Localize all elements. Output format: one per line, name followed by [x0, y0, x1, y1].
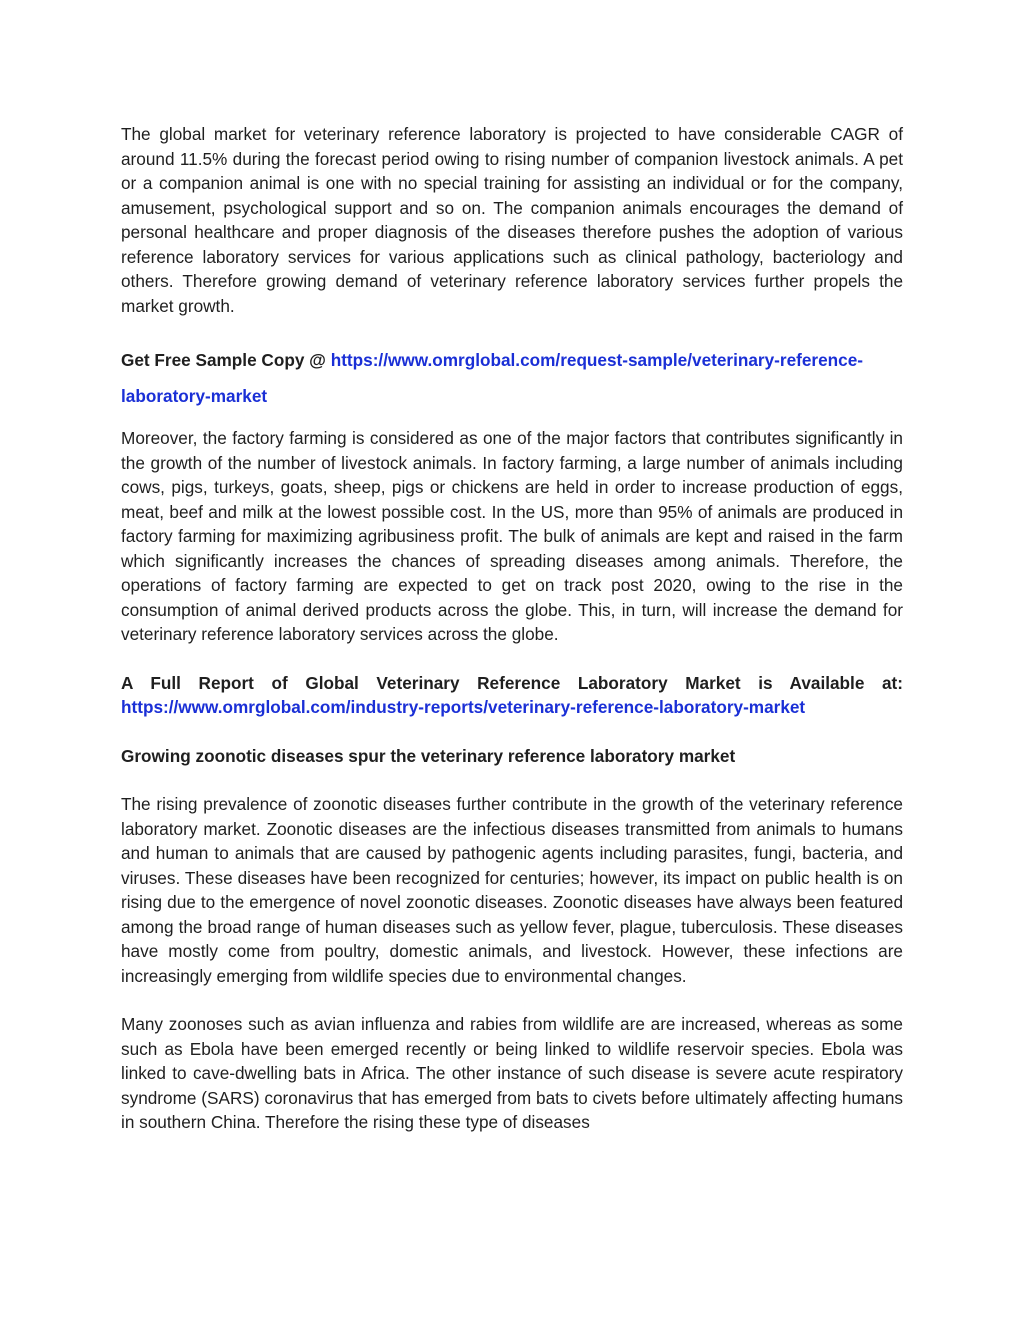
document-page — [121, 122, 903, 1135]
sample-copy-link[interactable]: https://www.omrglobal.com/request-sample/veterinary-reference-laboratory-market — [121, 350, 864, 406]
full-report-line — [121, 671, 903, 720]
section-heading: Growing zoonotic diseases spur the veterinary reference laboratory market — [121, 745, 736, 766]
factory-farming-paragraph: Moreover, the factory farming is considered as one of the major factors that contributes significantly in the growth of the number of livestock animals. In factory farming, a large number of animals including cows, pigs, turkeys, goats, sheep, pigs or chickens are held in order to increase production of eggs, meat, beef and milk at the lowest possible cost. In the US, more than 95% of animals are produced in factory farming for maximizing agribusiness profit. The bulk of animals are kept and raised in the farm which significantly increases the chances of spreading diseases among animals. Therefore, the operations of factory farming are expected to get on track post 2020, owing to the rise in the consumption of animal derived products across the globe. This, in turn, will increase the demand for veterinary reference laboratory services across the globe. — [121, 428, 903, 644]
sample-copy-line — [121, 342, 903, 414]
sample-copy-label: Get Free Sample Copy @ — [121, 350, 331, 370]
intro-paragraph: The global market for veterinary reference laboratory is projected to have considerable CAGR of around 11.5% during the forecast period owing to rising number of companion livestock animals. A pet or a companion animal is one with no special training for assisting an individual or for the company, amusement, psychological support and so on. The companion animals encourages the demand of personal healthcare and proper diagnosis of the diseases therefore pushes the adoption of various reference laboratory services for various applications such as clinical pathology, bacteriology and others. Therefore growing demand of veterinary reference laboratory services further propels the market growth. — [121, 124, 903, 316]
full-report-link[interactable]: https://www.omrglobal.com/industry-reports/veterinary-reference-laboratory-market — [121, 697, 806, 717]
zoonotic-paragraph: The rising prevalence of zoonotic diseases further contribute in the growth of the veterinary reference laboratory market. Zoonotic diseases are the infectious diseases transmitted from animals to humans and human to animals that are caused by pathogenic agents including parasites, fungi, bacteria, and viruses. These diseases have been recognized for centuries; however, its impact on public health is on rising due to the emergence of novel zoonotic diseases. Zoonotic diseases have always been featured among the broad range of human diseases such as yellow fever, plague, tuberculosis. These diseases have mostly come from poultry, domestic animals, and livestock. However, these infections are increasingly emerging from wildlife species due to environmental changes. — [121, 794, 903, 986]
full-report-label: A Full Report of Global Veterinary Reference Laboratory Market is Available at: — [121, 672, 903, 693]
zoonoses-paragraph: Many zoonoses such as avian influenza and rabies from wildlife are are increased, whereas as some such as Ebola have been emerged recently or being linked to wildlife reservoir species. Ebola was linked to cave-dwelling bats in Africa. The other instance of such disease is severe acute respiratory syndrome (SARS) coronavirus that has emerged from bats to civets before ultimately affecting humans in southern China. Therefore the rising these type of diseases — [121, 1014, 903, 1132]
